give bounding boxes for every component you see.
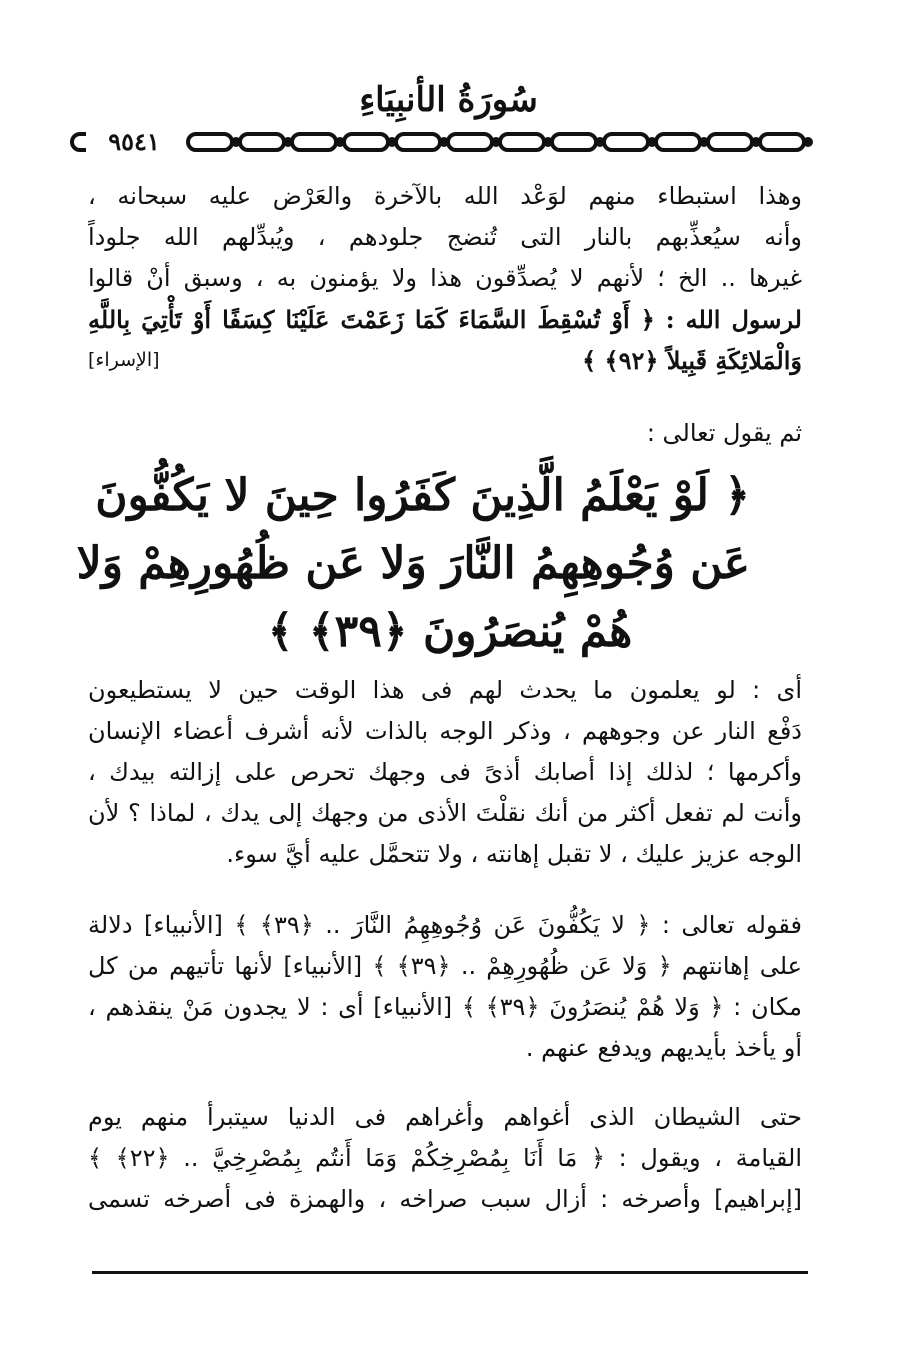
surah-reference: [الإسراء] <box>88 349 160 371</box>
chain-link <box>604 134 648 150</box>
quran-quote-end: وَالْمَلائِكَةِ قَبِيلاً ﴿٩٢﴾ ﴾ <box>582 346 802 375</box>
text-line: الوجه عزيز عليك ، لا تقبل إهانته ، ولا تتحمَّل عليه أيَّ سوء. <box>226 840 802 868</box>
chain-link <box>292 134 336 150</box>
text-line: القيامة ، ويقول : ﴿ مَا أَنَا بِمُصْرِخِكُمْ وَمَا أَنتُم بِمُصْرِخِيَّ .. ﴿٢٢﴾ ﴾ <box>88 1144 802 1172</box>
chain-link <box>760 134 804 150</box>
chain-link <box>708 134 752 150</box>
ornamental-border <box>70 130 832 154</box>
chain-dot <box>805 139 811 145</box>
bottom-rule <box>92 1271 808 1274</box>
intro-line <box>88 413 802 454</box>
text-line: وأنه سيُعذِّبهم بالنار التى تُنضج جلودهم ، ويُبدِّلهم الله جلوداً <box>88 223 802 251</box>
text-line: غيرها .. الخ ؛ لأنهم لا يُصدِّقون هذا ولا يؤمنون به ، وسبق أنْ قالوا <box>88 264 802 292</box>
chain-link <box>240 134 284 150</box>
chain-link <box>188 134 232 150</box>
chain-link <box>500 134 544 150</box>
paragraph-1 <box>88 176 802 381</box>
text-line: وأنت لم تفعل أكثر من أنك نقلْتَ الأذى من وجهك إلى يدك ، لماذا ؟ لأن <box>88 799 802 827</box>
text-line: على إهانتهم ﴿ وَلا عَن ظُهُورِهِمْ .. ﴿٣٩﴾ ﴾ [الأنبياء] لأنها تأتيهم من كل <box>88 952 803 980</box>
paragraph-2 <box>88 670 802 875</box>
quran-quote-line <box>88 340 802 381</box>
paragraph-4 <box>88 1097 802 1220</box>
quran-quote-line: لرسول الله : ﴿ أَوْ تُسْقِطَ السَّمَاءَ كَمَا زَعَمْتَ عَلَيْنَا كِسَفًا أَوْ تَأْتِيَ بِاللَّهِ <box>88 305 802 334</box>
verse-line: هُمْ يُنصَرُونَ ﴿٣٩﴾ ﴾ <box>267 606 633 657</box>
chain-link <box>344 134 388 150</box>
paragraph-3 <box>88 905 802 1069</box>
text-line: مكان : ﴿ وَلا هُمْ يُنصَرُونَ ﴿٣٩﴾ ﴾ [الأنبياء] أى : لا يجدون مَنْ ينقذهم ، <box>88 993 802 1021</box>
page-number: ٩٥٤١ <box>86 122 182 162</box>
chain-link <box>656 134 700 150</box>
text-line: دَفْع النار عن وجوههم ، وذكر الوجه بالذات لأنه أشرف أعضاء الإنسان <box>88 717 802 745</box>
verse-line: ﴿ لَوْ يَعْلَمُ الَّذِينَ كَفَرُوا حِينَ لا يَكُفُّونَ <box>95 470 750 521</box>
verse-line: عَن وُجُوهِهِمُ النَّارَ وَلا عَن ظُهُورِهِمْ وَلا <box>76 538 750 589</box>
text-line: أو يأخذ بأيديهم ويدفع عنهم . <box>525 1034 802 1062</box>
text-line: وأكرمها ؛ لذلك إذا أصابك أذىً فى وجهك تحرص على إزالته بيدك ، <box>88 758 802 786</box>
chain-link <box>448 134 492 150</box>
text-line: حتى الشيطان الذى أغواهم وأغراهم فى الدنيا سيتبرأ منهم يوم <box>88 1103 802 1131</box>
text-line: [إبراهيم] وأصرخه : أزال سبب صراخه ، والهمزة فى أصرخه تسمى <box>88 1185 802 1213</box>
text-line: فقوله تعالى : ﴿ لا يَكُفُّونَ عَن وُجُوهِهِمُ النَّارَ .. ﴿٣٩﴾ ﴾ [الأنبياء] دلالة <box>88 911 802 939</box>
quran-verse <box>76 462 750 666</box>
text-line: وهذا استبطاء منهم لوَعْد الله بالآخرة والعَرْض عليه سبحانه ، <box>88 182 802 210</box>
chain-link <box>552 134 596 150</box>
chain-link <box>396 134 440 150</box>
text-line: أى : لو يعلمون ما يحدث لهم فى هذا الوقت حين لا يستطيعون <box>88 676 802 704</box>
text-line: ثم يقول تعالى : <box>646 419 802 447</box>
surah-title: سُورَةُ الأنبِيَاءِ <box>359 80 538 120</box>
